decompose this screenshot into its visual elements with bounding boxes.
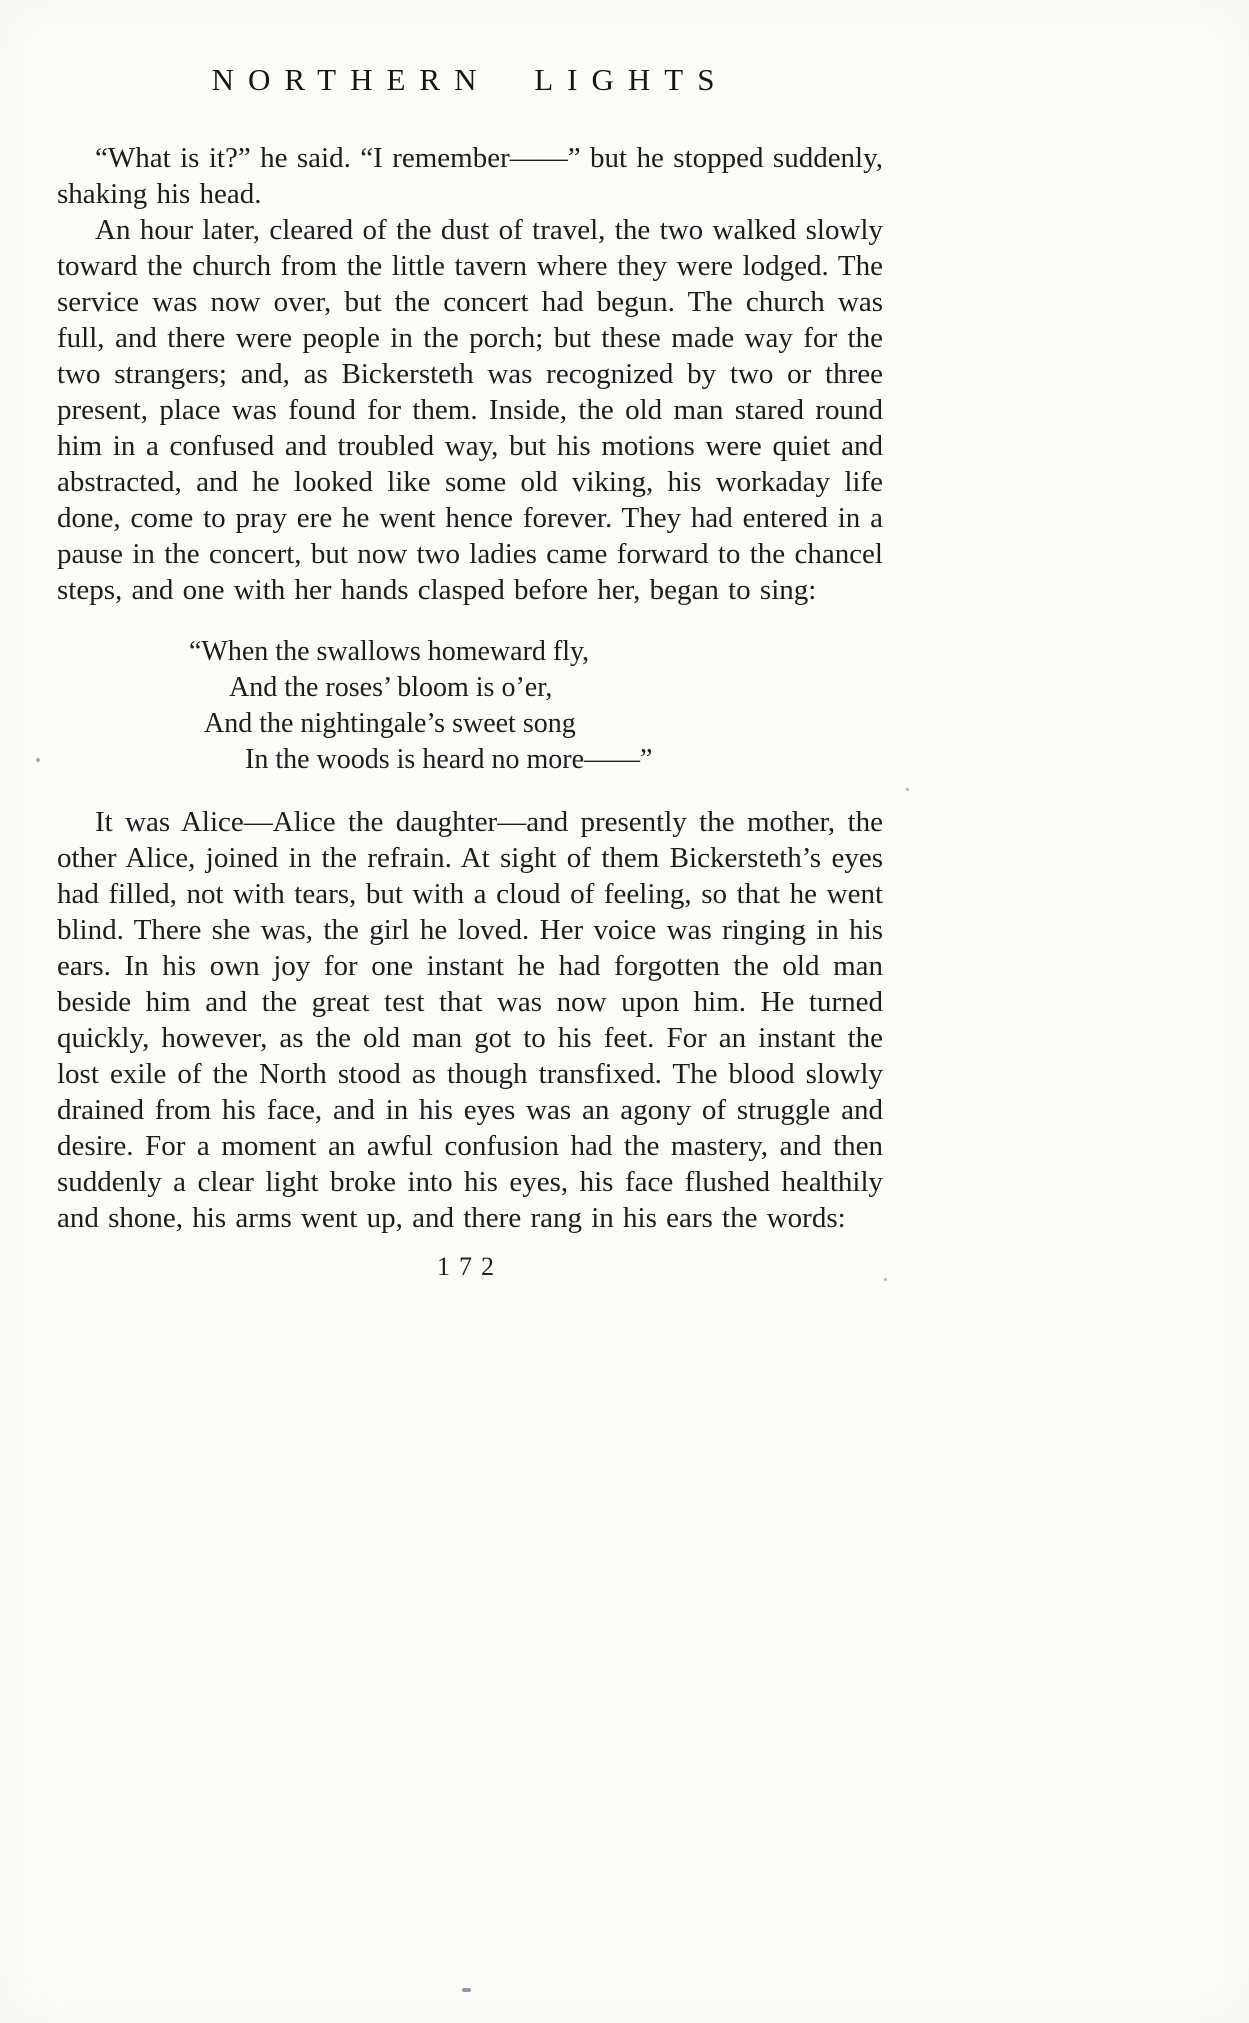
scan-speck	[462, 1988, 471, 1992]
verse-line-4: In the woods is heard no more——”	[245, 744, 653, 775]
paragraph-1: “What is it?” he said. “I remember——” but he stopped suddenly, shaking his head.	[57, 142, 883, 210]
verse-block	[189, 634, 883, 778]
scan-speck	[884, 1278, 887, 1281]
page-content	[57, 62, 883, 1282]
page-number: 172	[437, 1252, 503, 1281]
scan-speck	[906, 788, 909, 791]
verse-line-3: And the nightingale’s sweet song	[204, 708, 576, 739]
verse-line-1: “When the swallows homeward fly,	[189, 636, 590, 667]
scan-speck	[36, 758, 40, 762]
page-header: NORTHERN LIGHTS	[211, 62, 729, 97]
verse-line-2: And the roses’ bloom is o’er,	[229, 672, 553, 703]
paragraph-2: An hour later, cleared of the dust of travel, the two walked slowly toward the church from the little tavern where they were lodged. The service was now over, but the concert had begun. The church was full, and there were people in the porch; but these made way for the two strangers; and, as Bickersteth was recognized by two or three present, place was found for them. Inside, the old man stared round him in a confused and troubled way, but his motions were quiet and abstracted, and he looked like some old viking, his workaday life done, come to pray ere he went hence forever. They had entered in a pause in the concert, but now two ladies came forward to the chancel steps, and one with her hands clasped before her, began to sing:	[57, 214, 883, 606]
paragraph-3: It was Alice—Alice the daughter—and presently the mother, the other Alice, joined in the refrain. At sight of them Bickersteth’s eyes had filled, not with tears, but with a cloud of feeling, so that he went blind. There she was, the girl he loved. Her voice was ringing in his ears. In his own joy for one instant he had forgotten the old man beside him and the great test that was now upon him. He turned quickly, however, as the old man got to his feet. For an instant the lost exile of the North stood as though transfixed. The blood slowly drained from his face, and in his eyes was an agony of struggle and desire. For a moment an awful confusion had the mastery, and then suddenly a clear light broke into his eyes, his face flushed healthily and shone, his arms went up, and there rang in his ears the words:	[57, 806, 883, 1234]
